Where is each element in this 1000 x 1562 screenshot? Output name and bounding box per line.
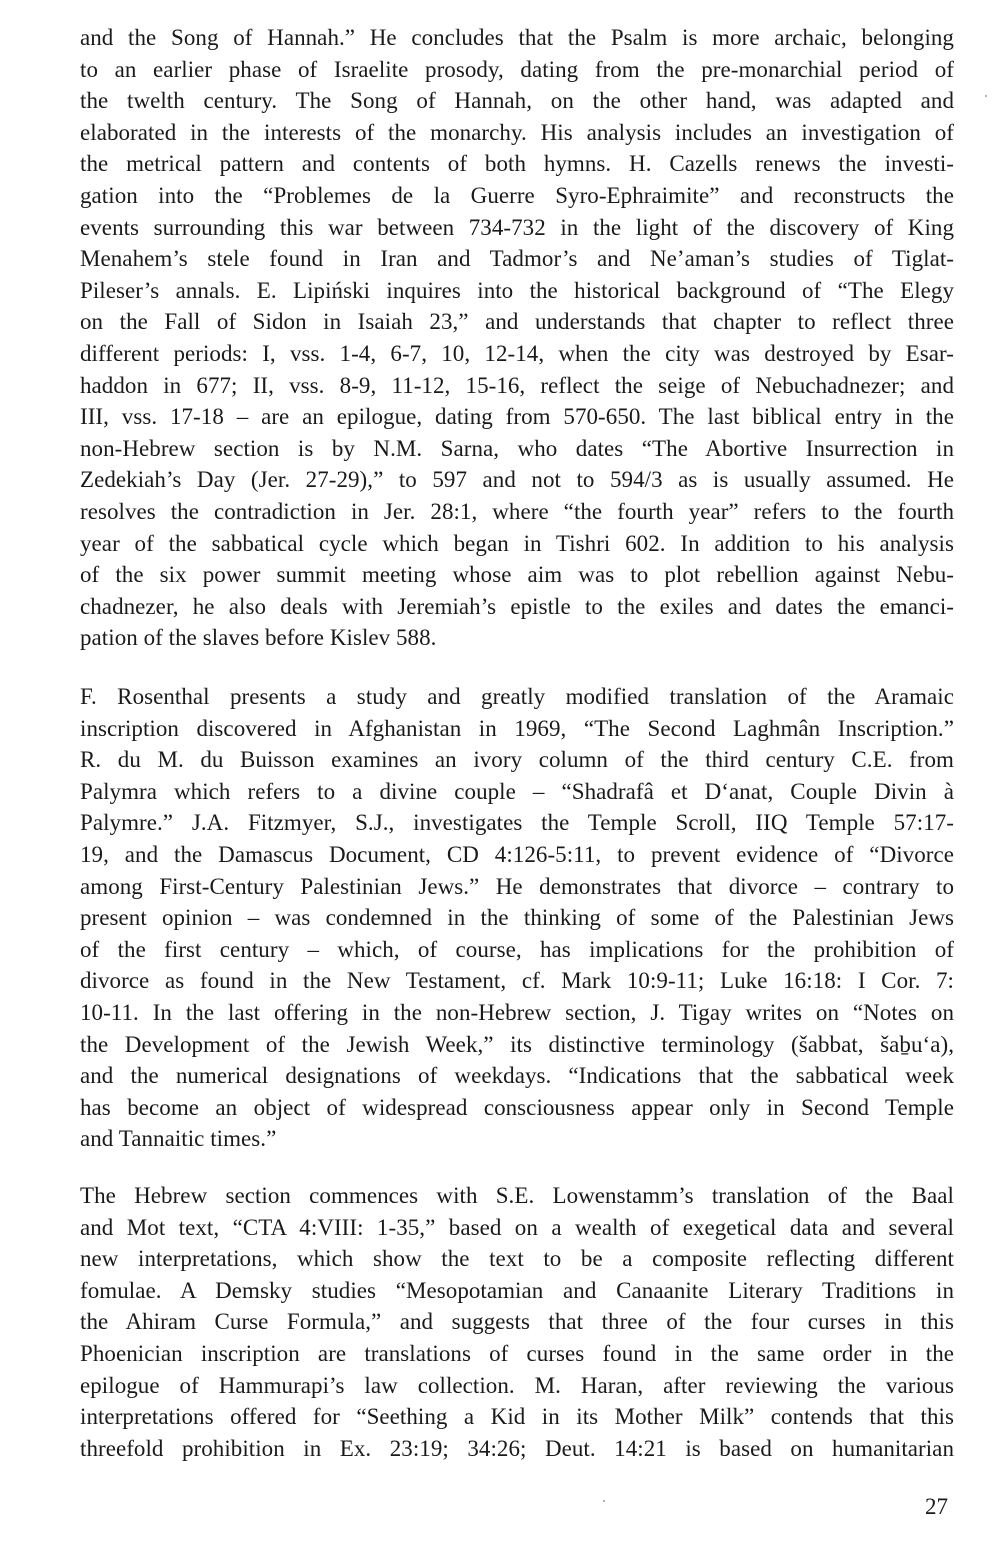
text-line: interpretations offered for “Seething a Kid in its Mother Milk” contends that this xyxy=(80,1404,954,1430)
text-line: F. Rosenthal presents a study and greatly modified translation of the Aramaic xyxy=(80,684,954,709)
text-line: and the Song of Hannah.” He concludes that the Psalm is more archaic, belonging xyxy=(80,25,954,50)
text-line: the Ahiram Curse Formula,” and suggests that three of the four curses in this xyxy=(80,1309,954,1335)
paragraph-3 xyxy=(80,1180,954,1464)
text-line: elaborated in the interests of the monarchy. His analysis includes an investigation of xyxy=(80,119,954,145)
text-line: the twelth century. The Song of Hannah, on the other hand, was adapted and xyxy=(80,88,954,114)
text-line: resolves the contradiction in Jer. 28:1, where “the fourth year” refers to the fourth xyxy=(80,498,954,524)
text-line: to an earlier phase of Israelite prosody, dating from the pre-monarchial period of xyxy=(80,56,954,82)
text-line: inscription discovered in Afghanistan in 1969, “The Second Laghmân Inscription.” xyxy=(80,715,954,741)
text-line: 10-11. In the last offering in the non-Hebrew section, J. Tigay writes on “Notes on xyxy=(80,999,954,1025)
text-line: of the first century – which, of course, has implications for the prohibition of xyxy=(80,936,954,962)
text-line: on the Fall of Sidon in Isaiah 23,” and understands that chapter to reflect three xyxy=(80,309,954,335)
text-line: chadnezer, he also deals with Jeremiah’s epistle to the exiles and dates the emanci- xyxy=(80,593,954,619)
text-line: R. du M. du Buisson examines an ivory column of the third century C.E. from xyxy=(80,747,954,773)
scan-speck xyxy=(985,95,987,97)
text-line: epilogue of Hammurapi’s law collection. M. Haran, after reviewing the various xyxy=(80,1372,954,1398)
text-line: III, vss. 17-18 – are an epilogue, dating from 570-650. The last biblical entry in the xyxy=(80,404,954,430)
text-line: threefold prohibition in Ex. 23:19; 34:26; Deut. 14:21 is based on humanitarian xyxy=(80,1435,954,1461)
text-line: Pileser’s annals. E. Lipiński inquires into the historical background of “The Elegy xyxy=(80,277,954,303)
text-line: Palymra which refers to a divine couple – “Shadrafâ et D‘anat, Couple Divin à xyxy=(80,778,954,804)
text-line: among First-Century Palestinian Jews.” He demonstrates that divorce – contrary to xyxy=(80,873,954,899)
text-line: different periods: I, vss. 1-4, 6-7, 10, 12-14, when the city was destroyed by Esar- xyxy=(80,340,954,366)
text-line: pation of the slaves before Kislev 588. xyxy=(80,625,437,651)
text-line: and Tannaitic times.” xyxy=(80,1126,277,1152)
text-line: events surrounding this war between 734-732 in the light of the discovery of King xyxy=(80,214,954,240)
text-line: and Mot text, “CTA 4:VIII: 1-35,” based on a wealth of exegetical data and several xyxy=(80,1214,954,1240)
text-line: the Development of the Jewish Week,” its distinctive terminology (šabbat, šaḇu‘a), xyxy=(80,1031,954,1057)
text-line: Palymre.” J.A. Fitzmyer, S.J., investigates the Temple Scroll, IIQ Temple 57:17- xyxy=(80,810,954,836)
scan-speck xyxy=(603,1500,605,1502)
paragraph-1 xyxy=(80,22,954,654)
text-line: fomulae. A Demsky studies “Mesopotamian and Canaanite Literary Traditions in xyxy=(80,1277,954,1303)
text-line: has become an object of widespread consciousness appear only in Second Temple xyxy=(80,1094,954,1120)
text-line: haddon in 677; II, vss. 8-9, 11-12, 15-16, reflect the seige of Nebuchadnezer; and xyxy=(80,372,954,398)
text-line: new interpretations, which show the text to be a composite reflecting different xyxy=(80,1246,954,1272)
text-line: Menahem’s stele found in Iran and Tadmor’s and Ne’aman’s studies of Tiglat- xyxy=(80,246,954,272)
text-line: gation into the “Problemes de la Guerre Syro-Ephraimite” and reconstructs the xyxy=(80,182,954,208)
text-line: 19, and the Damascus Document, CD 4:126-5:11, to prevent evidence of “Divorce xyxy=(80,841,954,867)
text-line: divorce as found in the New Testament, cf. Mark 10:9-11; Luke 16:18: I Cor. 7: xyxy=(80,968,954,994)
text-line: Phoenician inscription are translations of curses found in the same order in the xyxy=(80,1340,954,1366)
text-line: Zedekiah’s Day (Jer. 27-29),” to 597 and not to 594/3 as is usually assumed. He xyxy=(80,467,954,493)
text-line: The Hebrew section commences with S.E. Lowenstamm’s translation of the Baal xyxy=(80,1183,954,1208)
text-line: and the numerical designations of weekdays. “Indications that the sabbatical week xyxy=(80,1063,954,1089)
text-line: the metrical pattern and contents of both hymns. H. Cazells renews the investi- xyxy=(80,151,954,177)
text-line: year of the sabbatical cycle which began in Tishri 602. In addition to his analysis xyxy=(80,530,954,556)
text-line: of the six power summit meeting whose aim was to plot rebellion against Nebu- xyxy=(80,562,954,588)
text-line: non-Hebrew section is by N.M. Sarna, who dates “The Abortive Insurrection in xyxy=(80,435,954,461)
text-line: present opinion – was condemned in the thinking of some of the Palestinian Jews xyxy=(80,905,954,931)
paragraph-2 xyxy=(80,681,954,1155)
page-number: 27 xyxy=(925,1494,948,1519)
